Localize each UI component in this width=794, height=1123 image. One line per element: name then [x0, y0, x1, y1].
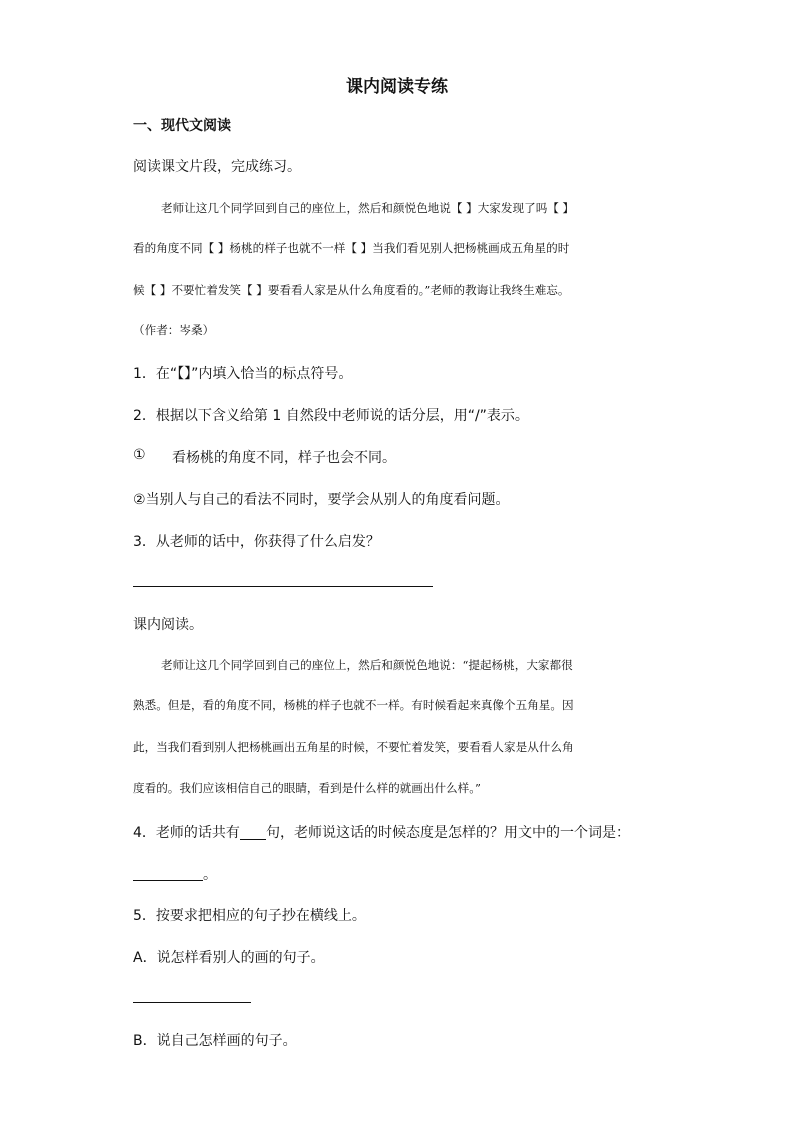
passage1-line: 候【 】不要忙着发笑【 】要看看人家是从什么角度看的。”老师的教诲让我终生难忘。	[133, 283, 570, 297]
reading-instruction-2: 课内阅读。	[133, 617, 203, 633]
answer-line-word[interactable]	[133, 880, 203, 881]
question-1: 1．在“【】”内填入恰当的标点符号。	[133, 366, 353, 382]
question-3: 3．从老师的话中，你获得了什么启发？	[133, 534, 380, 550]
passage2-line: 度看的。我们应该相信自己的眼睛，看到是什么样的就画出什么样。”	[133, 781, 481, 795]
question-2-item-2: ②当别人与自己的看法不同时，要学会从别人的角度看问题。	[133, 492, 510, 508]
question-4-end: 。	[203, 867, 217, 883]
passage2-line: 此，当我们看到别人把杨桃画出五角星的时候，不要忙着发笑，要看看人家是从什么角	[133, 740, 574, 754]
passage1-line: 老师让这几个同学回到自己的座位上，然后和颜悦色地说【 】大家发现了吗【 】	[161, 201, 575, 215]
question-4-part-b: 句，老师说这话的时候态度是怎样的？用文中的一个词是：	[266, 825, 630, 841]
author-note: （作者：岑桑）	[133, 323, 215, 337]
question-5-a: A．说怎样看别人的画的句子。	[133, 950, 325, 966]
passage2-line: 老师让这几个同学回到自己的座位上，然后和颜悦色地说：“提起杨桃，大家都很	[161, 658, 573, 672]
answer-line[interactable]	[133, 586, 433, 587]
passage2-line: 熟悉。但是，看的角度不同，杨桃的样子也就不一样。有时候看起来真像个五角星。因	[133, 698, 574, 712]
question-5: 5．按要求把相应的句子抄在横线上。	[133, 908, 366, 924]
reading-instruction: 阅读课文片段，完成练习。	[133, 159, 301, 175]
question-2-item-1-number: ①	[133, 447, 146, 463]
passage1-line: 看的角度不同【 】杨桃的样子也就不一样【 】当我们看见别人把杨桃画成五角星的时	[133, 241, 570, 255]
answer-line-5a[interactable]	[133, 1002, 251, 1003]
answer-line-count[interactable]	[240, 839, 266, 840]
question-2: 2．根据以下含义给第 1 自然段中老师说的话分层，用“/”表示。	[133, 408, 529, 424]
page-title: 课内阅读专练	[346, 77, 448, 97]
section-heading: 一、现代文阅读	[133, 118, 231, 134]
question-4-part-a: 4．老师的话共有	[133, 825, 240, 841]
question-5-b: B．说自己怎样画的句子。	[133, 1033, 297, 1049]
question-2-item-1: 看杨桃的角度不同，样子也会不同。	[172, 450, 396, 466]
